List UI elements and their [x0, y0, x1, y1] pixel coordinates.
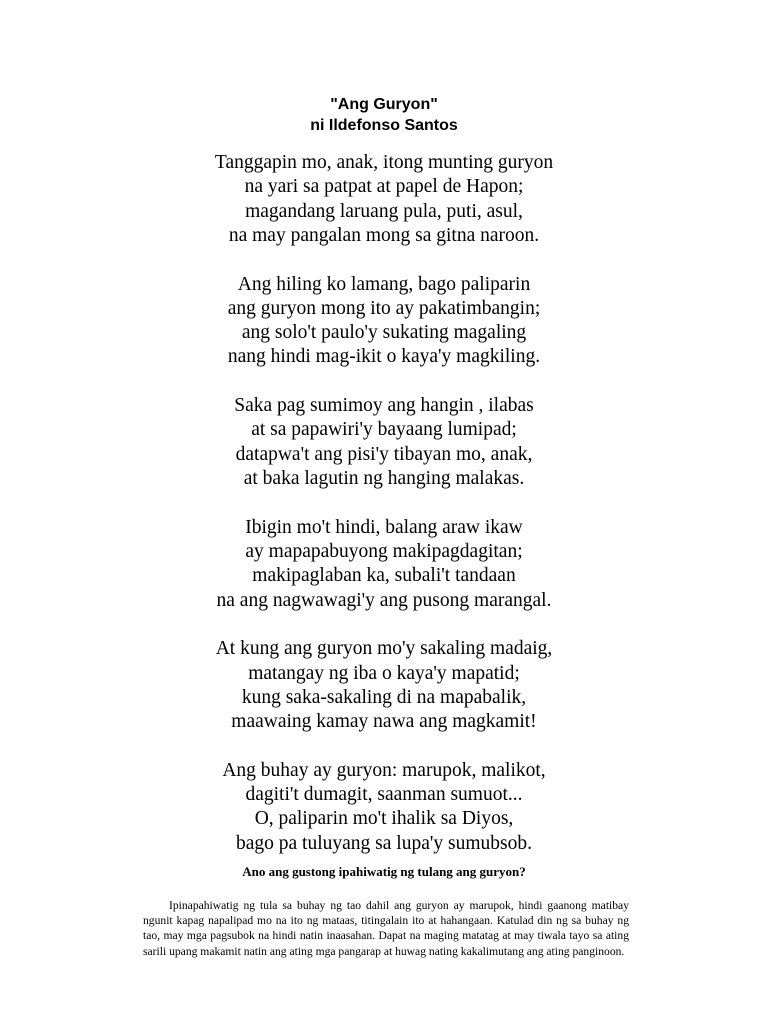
poem-line: matangay ng iba o kaya'y mapatid;	[248, 662, 520, 684]
poem-line: Ang hiling ko lamang, bago paliparin	[237, 273, 531, 295]
poem-line: ang guryon mong ito ay pakatimbangin;	[227, 297, 541, 319]
answer-paragraph: Ipinapahiwatig ng tula sa buhay ng tao dahil ang guryon ay marupok, hindi gaanong matibay ngunit kapag napalipad mo na ito ng mataas, titingalain ito at hahangaan. Katulad din ng sa buhay ng tao, may mga pagsubok na hindi natin inaasahan. Dapat na maging matatag at may tiwala tayo sa ating sarili upang makamit natin ang ating mga pangarap at huwag nating kakalimutang ang ating panginoon.	[143, 899, 629, 958]
poem-line: maawaing kamay nawa ang magkamit!	[231, 711, 537, 733]
poem-line: kung saka-sakaling di na mapabalik,	[241, 686, 527, 708]
poem-line: Tanggapin mo, anak, itong munting guryon	[214, 152, 554, 173]
poem-line: Ang buhay ay guryon: marupok, malikot,	[222, 759, 546, 781]
poem-line: nang hindi mag-ikit o kaya'y magkiling.	[227, 346, 541, 368]
poem-line: na may pangalan mong sa gitna naroon.	[228, 224, 540, 246]
poem-line: at sa papawiri'y bayaang lumipad;	[251, 419, 517, 441]
poem-line: magandang laruang pula, puti, asul,	[245, 200, 523, 222]
poem-line: dagiti't dumagit, saanman sumuot...	[245, 784, 523, 806]
poem-body	[0, 151, 768, 856]
poem-line: datapwa't ang pisi'y tibayan mo, anak,	[235, 443, 533, 465]
poem-line: O, paliparin mo't ihalik sa Diyos,	[254, 808, 514, 830]
stanza	[0, 759, 768, 856]
poem-line: makipaglaban ka, subali't tandaan	[252, 565, 516, 587]
stanza	[0, 516, 768, 613]
stanza	[0, 637, 768, 734]
poem-line: At kung ang guryon mo'y sakaling madaig,	[215, 638, 553, 660]
poem-line: na yari sa patpat at papel de Hapon;	[244, 176, 524, 198]
title-block	[0, 94, 768, 136]
poem-line: Saka pag sumimoy ang hangin , ilabas	[234, 395, 534, 417]
poem-line: at baka lagutin ng hanging malakas.	[243, 468, 525, 490]
poem-author: ni Ildefonso Santos	[310, 117, 458, 134]
stanza	[0, 394, 768, 491]
poem-line: ang solo't paulo'y sukating magaling	[241, 322, 527, 344]
question-heading: Ano ang gustong ipahiwatig ng tulang ang guryon?	[242, 864, 526, 879]
poem-line: Ibigin mo't hindi, balang araw ikaw	[245, 516, 523, 538]
stanza	[0, 273, 768, 370]
stanza	[0, 151, 768, 248]
poem-title: "Ang Guryon"	[330, 96, 438, 113]
poem-line: bago pa tuluyang sa lupa'y sumubsob.	[236, 832, 532, 854]
poem-line: ay mapapabuyong makipagdagitan;	[245, 541, 523, 563]
poem-line: na ang nagwawagi'y ang pusong marangal.	[216, 589, 552, 611]
